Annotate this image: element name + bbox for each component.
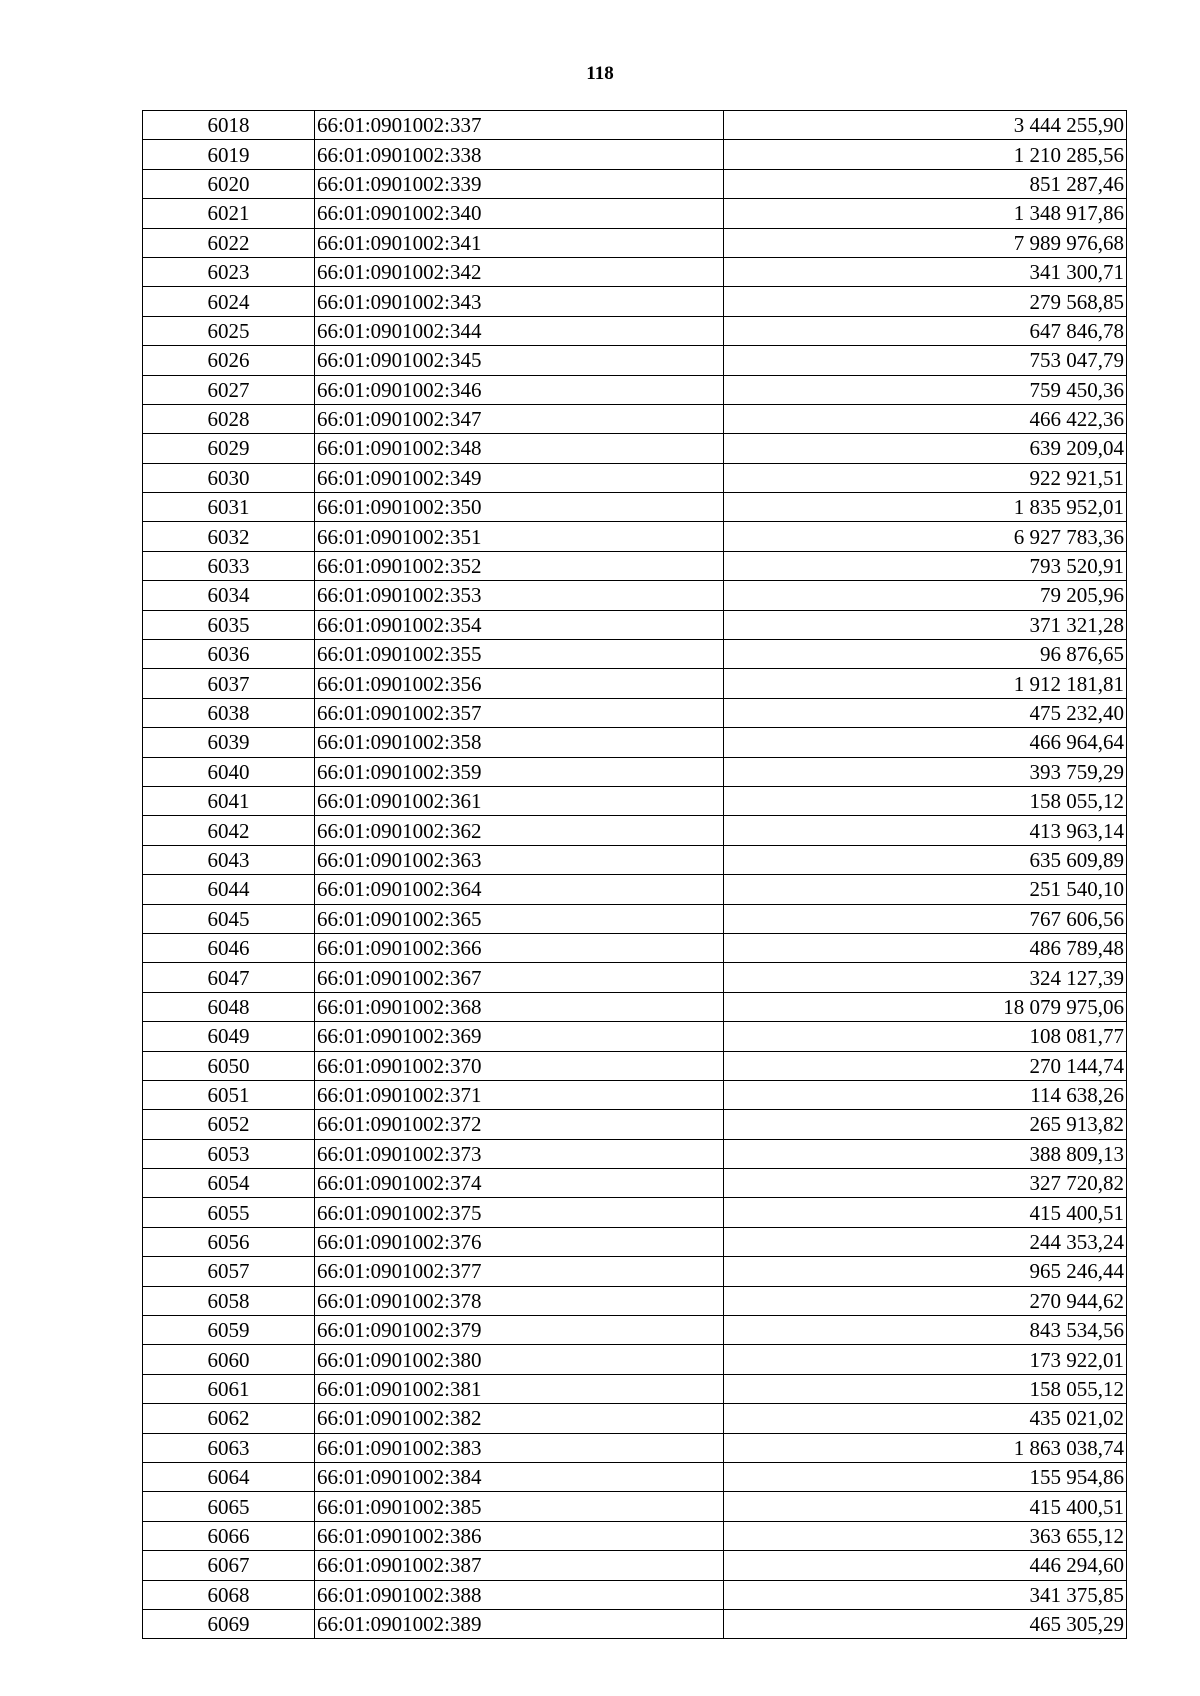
cadastral-number-cell: 66:01:0901002:383 [315, 1433, 724, 1462]
row-number-cell: 6021 [143, 199, 315, 228]
cadastral-number-cell: 66:01:0901002:373 [315, 1139, 724, 1168]
cadastral-number-cell: 66:01:0901002:386 [315, 1521, 724, 1550]
table-row [143, 1374, 1127, 1403]
table-row [143, 228, 1127, 257]
cadastral-value-cell: 639 209,04 [724, 434, 1127, 463]
cadastral-number-cell: 66:01:0901002:384 [315, 1462, 724, 1491]
cadastral-value-cell: 965 246,44 [724, 1257, 1127, 1286]
cadastral-value-cell: 1 912 181,81 [724, 669, 1127, 698]
cadastral-number-cell: 66:01:0901002:361 [315, 786, 724, 815]
cadastral-value-cell: 415 400,51 [724, 1492, 1127, 1521]
cadastral-value-cell: 435 021,02 [724, 1404, 1127, 1433]
row-number-cell: 6048 [143, 992, 315, 1021]
row-number-cell: 6039 [143, 728, 315, 757]
cadastral-value-cell: 1 348 917,86 [724, 199, 1127, 228]
table-body [143, 111, 1127, 1639]
table-row [143, 786, 1127, 815]
table-row [143, 1492, 1127, 1521]
cadastral-value-cell: 393 759,29 [724, 757, 1127, 786]
row-number-cell: 6024 [143, 287, 315, 316]
table-row [143, 463, 1127, 492]
cadastral-number-cell: 66:01:0901002:350 [315, 493, 724, 522]
table-row [143, 963, 1127, 992]
row-number-cell: 6043 [143, 845, 315, 874]
row-number-cell: 6042 [143, 816, 315, 845]
cadastral-value-cell: 7 989 976,68 [724, 228, 1127, 257]
cadastral-value-cell: 244 353,24 [724, 1227, 1127, 1256]
cadastral-number-cell: 66:01:0901002:387 [315, 1551, 724, 1580]
row-number-cell: 6046 [143, 933, 315, 962]
cadastral-number-cell: 66:01:0901002:347 [315, 404, 724, 433]
table-row [143, 816, 1127, 845]
table-row [143, 875, 1127, 904]
table-row [143, 1257, 1127, 1286]
cadastral-value-cell: 114 638,26 [724, 1080, 1127, 1109]
row-number-cell: 6040 [143, 757, 315, 786]
table-row [143, 493, 1127, 522]
table-row [143, 404, 1127, 433]
cadastral-number-cell: 66:01:0901002:389 [315, 1609, 724, 1638]
cadastral-number-cell: 66:01:0901002:388 [315, 1580, 724, 1609]
cadastral-value-cell: 446 294,60 [724, 1551, 1127, 1580]
row-number-cell: 6036 [143, 640, 315, 669]
cadastral-value-cell: 155 954,86 [724, 1462, 1127, 1491]
cadastral-number-cell: 66:01:0901002:338 [315, 140, 724, 169]
row-number-cell: 6053 [143, 1139, 315, 1168]
row-number-cell: 6059 [143, 1316, 315, 1345]
cadastral-value-cell: 759 450,36 [724, 375, 1127, 404]
row-number-cell: 6060 [143, 1345, 315, 1374]
cadastral-value-cell: 270 944,62 [724, 1286, 1127, 1315]
cadastral-value-cell: 1 863 038,74 [724, 1433, 1127, 1462]
cadastral-value-cell: 363 655,12 [724, 1521, 1127, 1550]
cadastral-number-cell: 66:01:0901002:348 [315, 434, 724, 463]
row-number-cell: 6054 [143, 1169, 315, 1198]
cadastral-number-cell: 66:01:0901002:339 [315, 169, 724, 198]
cadastral-number-cell: 66:01:0901002:349 [315, 463, 724, 492]
cadastral-value-cell: 415 400,51 [724, 1198, 1127, 1227]
row-number-cell: 6069 [143, 1609, 315, 1638]
table-row [143, 1051, 1127, 1080]
cadastral-number-cell: 66:01:0901002:341 [315, 228, 724, 257]
cadastral-value-cell: 647 846,78 [724, 316, 1127, 345]
cadastral-number-cell: 66:01:0901002:365 [315, 904, 724, 933]
cadastral-value-cell: 324 127,39 [724, 963, 1127, 992]
cadastral-number-cell: 66:01:0901002:358 [315, 728, 724, 757]
table-row [143, 257, 1127, 286]
row-number-cell: 6058 [143, 1286, 315, 1315]
cadastral-number-cell: 66:01:0901002:359 [315, 757, 724, 786]
row-number-cell: 6061 [143, 1374, 315, 1403]
table-row [143, 610, 1127, 639]
cadastral-number-cell: 66:01:0901002:346 [315, 375, 724, 404]
table-row [143, 1139, 1127, 1168]
cadastral-number-cell: 66:01:0901002:364 [315, 875, 724, 904]
row-number-cell: 6028 [143, 404, 315, 433]
cadastral-number-cell: 66:01:0901002:355 [315, 640, 724, 669]
cadastral-number-cell: 66:01:0901002:371 [315, 1080, 724, 1109]
row-number-cell: 6049 [143, 1022, 315, 1051]
cadastral-number-cell: 66:01:0901002:340 [315, 199, 724, 228]
row-number-cell: 6031 [143, 493, 315, 522]
cadastral-value-table [142, 110, 1127, 1639]
cadastral-value-cell: 793 520,91 [724, 551, 1127, 580]
table-row [143, 698, 1127, 727]
cadastral-value-cell: 270 144,74 [724, 1051, 1127, 1080]
cadastral-value-cell: 341 300,71 [724, 257, 1127, 286]
cadastral-number-cell: 66:01:0901002:374 [315, 1169, 724, 1198]
row-number-cell: 6030 [143, 463, 315, 492]
table-row [143, 1198, 1127, 1227]
table-row [143, 111, 1127, 140]
cadastral-value-cell: 371 321,28 [724, 610, 1127, 639]
row-number-cell: 6041 [143, 786, 315, 815]
row-number-cell: 6026 [143, 346, 315, 375]
cadastral-value-cell: 1 210 285,56 [724, 140, 1127, 169]
row-number-cell: 6050 [143, 1051, 315, 1080]
table-row [143, 1551, 1127, 1580]
cadastral-number-cell: 66:01:0901002:385 [315, 1492, 724, 1521]
cadastral-number-cell: 66:01:0901002:376 [315, 1227, 724, 1256]
table-row [143, 169, 1127, 198]
table-row [143, 551, 1127, 580]
table-row [143, 1521, 1127, 1550]
row-number-cell: 6032 [143, 522, 315, 551]
row-number-cell: 6035 [143, 610, 315, 639]
cadastral-value-cell: 327 720,82 [724, 1169, 1127, 1198]
cadastral-number-cell: 66:01:0901002:372 [315, 1110, 724, 1139]
table-row [143, 728, 1127, 757]
cadastral-number-cell: 66:01:0901002:363 [315, 845, 724, 874]
cadastral-number-cell: 66:01:0901002:381 [315, 1374, 724, 1403]
cadastral-value-cell: 158 055,12 [724, 786, 1127, 815]
cadastral-value-cell: 486 789,48 [724, 933, 1127, 962]
row-number-cell: 6038 [143, 698, 315, 727]
table-row [143, 1110, 1127, 1139]
cadastral-number-cell: 66:01:0901002:366 [315, 933, 724, 962]
cadastral-value-cell: 173 922,01 [724, 1345, 1127, 1374]
row-number-cell: 6056 [143, 1227, 315, 1256]
cadastral-value-cell: 466 964,64 [724, 728, 1127, 757]
cadastral-value-cell: 251 540,10 [724, 875, 1127, 904]
cadastral-value-cell: 843 534,56 [724, 1316, 1127, 1345]
cadastral-number-cell: 66:01:0901002:369 [315, 1022, 724, 1051]
cadastral-number-cell: 66:01:0901002:337 [315, 111, 724, 140]
table-row [143, 1433, 1127, 1462]
cadastral-value-cell: 388 809,13 [724, 1139, 1127, 1168]
table-row [143, 1609, 1127, 1638]
cadastral-number-cell: 66:01:0901002:379 [315, 1316, 724, 1345]
cadastral-value-cell: 851 287,46 [724, 169, 1127, 198]
row-number-cell: 6019 [143, 140, 315, 169]
row-number-cell: 6029 [143, 434, 315, 463]
row-number-cell: 6037 [143, 669, 315, 698]
table-row [143, 640, 1127, 669]
table-row [143, 346, 1127, 375]
cadastral-number-cell: 66:01:0901002:351 [315, 522, 724, 551]
cadastral-value-cell: 753 047,79 [724, 346, 1127, 375]
table-row [143, 1316, 1127, 1345]
cadastral-number-cell: 66:01:0901002:377 [315, 1257, 724, 1286]
cadastral-number-cell: 66:01:0901002:356 [315, 669, 724, 698]
table-row [143, 845, 1127, 874]
cadastral-number-cell: 66:01:0901002:343 [315, 287, 724, 316]
cadastral-number-cell: 66:01:0901002:370 [315, 1051, 724, 1080]
table-row [143, 434, 1127, 463]
cadastral-value-cell: 413 963,14 [724, 816, 1127, 845]
cadastral-number-cell: 66:01:0901002:378 [315, 1286, 724, 1315]
cadastral-value-cell: 279 568,85 [724, 287, 1127, 316]
row-number-cell: 6023 [143, 257, 315, 286]
cadastral-value-cell: 265 913,82 [724, 1110, 1127, 1139]
row-number-cell: 6047 [143, 963, 315, 992]
row-number-cell: 6064 [143, 1462, 315, 1491]
cadastral-number-cell: 66:01:0901002:362 [315, 816, 724, 845]
cadastral-value-cell: 6 927 783,36 [724, 522, 1127, 551]
cadastral-value-cell: 465 305,29 [724, 1609, 1127, 1638]
page-number: 118 [586, 63, 614, 84]
table-row [143, 140, 1127, 169]
row-number-cell: 6034 [143, 581, 315, 610]
cadastral-value-cell: 341 375,85 [724, 1580, 1127, 1609]
row-number-cell: 6045 [143, 904, 315, 933]
table-row [143, 375, 1127, 404]
row-number-cell: 6044 [143, 875, 315, 904]
table-row [143, 287, 1127, 316]
table-row [143, 581, 1127, 610]
cadastral-value-cell: 767 606,56 [724, 904, 1127, 933]
cadastral-value-cell: 158 055,12 [724, 1374, 1127, 1403]
row-number-cell: 6055 [143, 1198, 315, 1227]
table-row [143, 669, 1127, 698]
row-number-cell: 6027 [143, 375, 315, 404]
cadastral-number-cell: 66:01:0901002:352 [315, 551, 724, 580]
cadastral-value-cell: 79 205,96 [724, 581, 1127, 610]
row-number-cell: 6065 [143, 1492, 315, 1521]
row-number-cell: 6063 [143, 1433, 315, 1462]
row-number-cell: 6051 [143, 1080, 315, 1109]
row-number-cell: 6020 [143, 169, 315, 198]
cadastral-number-cell: 66:01:0901002:353 [315, 581, 724, 610]
table-row [143, 1227, 1127, 1256]
cadastral-number-cell: 66:01:0901002:354 [315, 610, 724, 639]
cadastral-number-cell: 66:01:0901002:342 [315, 257, 724, 286]
cadastral-number-cell: 66:01:0901002:357 [315, 698, 724, 727]
cadastral-value-cell: 466 422,36 [724, 404, 1127, 433]
table-row [143, 1169, 1127, 1198]
cadastral-value-cell: 3 444 255,90 [724, 111, 1127, 140]
cadastral-number-cell: 66:01:0901002:368 [315, 992, 724, 1021]
row-number-cell: 6068 [143, 1580, 315, 1609]
cadastral-number-cell: 66:01:0901002:382 [315, 1404, 724, 1433]
table-row [143, 904, 1127, 933]
cadastral-number-cell: 66:01:0901002:345 [315, 346, 724, 375]
cadastral-value-cell: 108 081,77 [724, 1022, 1127, 1051]
row-number-cell: 6022 [143, 228, 315, 257]
row-number-cell: 6025 [143, 316, 315, 345]
table-row [143, 199, 1127, 228]
cadastral-value-cell: 18 079 975,06 [724, 992, 1127, 1021]
table-row [143, 1286, 1127, 1315]
table-row [143, 1022, 1127, 1051]
row-number-cell: 6066 [143, 1521, 315, 1550]
table-row [143, 316, 1127, 345]
row-number-cell: 6057 [143, 1257, 315, 1286]
table-row [143, 933, 1127, 962]
row-number-cell: 6067 [143, 1551, 315, 1580]
cadastral-value-cell: 96 876,65 [724, 640, 1127, 669]
table-row [143, 992, 1127, 1021]
row-number-cell: 6062 [143, 1404, 315, 1433]
cadastral-number-cell: 66:01:0901002:375 [315, 1198, 724, 1227]
table-row [143, 757, 1127, 786]
table-row [143, 1580, 1127, 1609]
table-row [143, 1080, 1127, 1109]
cadastral-value-cell: 922 921,51 [724, 463, 1127, 492]
row-number-cell: 6033 [143, 551, 315, 580]
cadastral-value-cell: 1 835 952,01 [724, 493, 1127, 522]
cadastral-value-cell: 475 232,40 [724, 698, 1127, 727]
table-row [143, 1404, 1127, 1433]
cadastral-value-cell: 635 609,89 [724, 845, 1127, 874]
cadastral-number-cell: 66:01:0901002:344 [315, 316, 724, 345]
cadastral-number-cell: 66:01:0901002:367 [315, 963, 724, 992]
table-row [143, 522, 1127, 551]
table-row [143, 1345, 1127, 1374]
cadastral-number-cell: 66:01:0901002:380 [315, 1345, 724, 1374]
table-row [143, 1462, 1127, 1491]
row-number-cell: 6052 [143, 1110, 315, 1139]
row-number-cell: 6018 [143, 111, 315, 140]
